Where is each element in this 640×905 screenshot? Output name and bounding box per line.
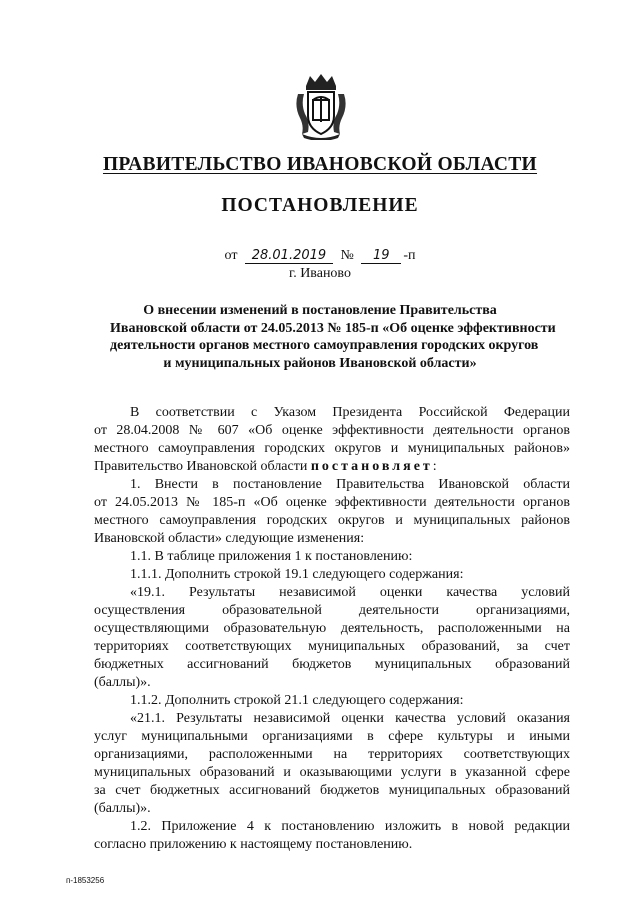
- body-line: за счет бюджетных ассигнований бюджетов муниципальных образований: [94, 783, 570, 798]
- number-suffix: -п: [403, 248, 416, 263]
- body-line: 1.1.1. Дополнить строкой 19.1 следующего содержания:: [130, 567, 464, 582]
- body-line: бюджетных ассигнований бюджетов муниципальных образований: [94, 657, 570, 672]
- body-line: Ивановской области» следующие изменения:: [94, 531, 365, 546]
- body-line: услуг муниципальными организациями в сфере культуры и иными: [94, 729, 570, 744]
- body-line: осуществления образовательной деятельности организациями,: [94, 603, 570, 618]
- decree-verb: постановляет: [310, 459, 433, 474]
- heading-line: Ивановской области от 24.05.2013 № 185-п «Об оценке эффективности: [110, 320, 556, 336]
- body-line: 1.1.2. Дополнить строкой 21.1 следующего содержания:: [130, 693, 464, 708]
- body-line: местного самоуправления городских округов и муниципальных районов»: [94, 441, 570, 456]
- ivanovo-coat-of-arms-icon: [294, 72, 348, 140]
- body-line: 1.1. В таблице приложения 1 к постановлению:: [130, 549, 413, 564]
- body-line: (баллы)».: [94, 675, 151, 690]
- heading-line: О внесении изменений в постановление Правительства: [143, 303, 497, 318]
- number-label: №: [340, 248, 354, 263]
- body-line: осуществляющими образовательную деятельность, расположенными на: [94, 621, 570, 636]
- body-line: согласно приложению к настоящему постановлению.: [94, 837, 413, 852]
- colon: :: [432, 459, 437, 474]
- footer-code: п-1853256: [66, 876, 105, 885]
- body-line: [94, 458, 570, 476]
- document-heading: [110, 302, 556, 372]
- document-date: 28.01.2019: [245, 249, 333, 264]
- body-line: организациями, расположенными на территориях соответствующих: [94, 747, 570, 762]
- city: г. Иваново: [289, 266, 351, 281]
- body-line: муниципальных образований и оказывающими услуги в указанной сфере: [94, 765, 570, 780]
- body-line: (баллы)».: [94, 801, 151, 816]
- document-number: 19: [361, 249, 401, 264]
- body-line: «19.1. Результаты независимой оценки качества условий: [130, 585, 570, 600]
- body-line: 1.2. Приложение 4 к постановлению изложить в новой редакции: [130, 819, 570, 834]
- body-line: от 24.05.2013 № 185-п «Об оценке эффективности деятельности органов: [94, 495, 570, 510]
- body-line: от 28.04.2008 № 607 «Об оценке эффективности деятельности органов: [94, 423, 570, 438]
- body-line: территориях соответствующих муниципальных образований, за счет: [94, 639, 570, 654]
- document-type: ПОСТАНОВЛЕНИЕ: [221, 195, 419, 216]
- body-line: 1. Внести в постановление Правительства Ивановской области: [130, 477, 570, 492]
- heading-line: деятельности органов местного самоуправления городских округов: [110, 338, 539, 353]
- body-line: местного самоуправления городских округов и муниципальных районов: [94, 513, 570, 528]
- from-label: от: [224, 248, 238, 263]
- dateline: [0, 248, 640, 264]
- body-line: В соответствии с Указом Президента Российской Федерации: [130, 405, 570, 420]
- body-line: «21.1. Результаты независимой оценки качества условий оказания: [130, 711, 570, 726]
- body-line-text: Правительство Ивановской области: [94, 459, 308, 474]
- document-body: [94, 404, 570, 854]
- heading-line: и муниципальных районов Ивановской области»: [163, 355, 477, 371]
- government-title: ПРАВИТЕЛЬСТВО ИВАНОВСКОЙ ОБЛАСТИ: [102, 154, 538, 175]
